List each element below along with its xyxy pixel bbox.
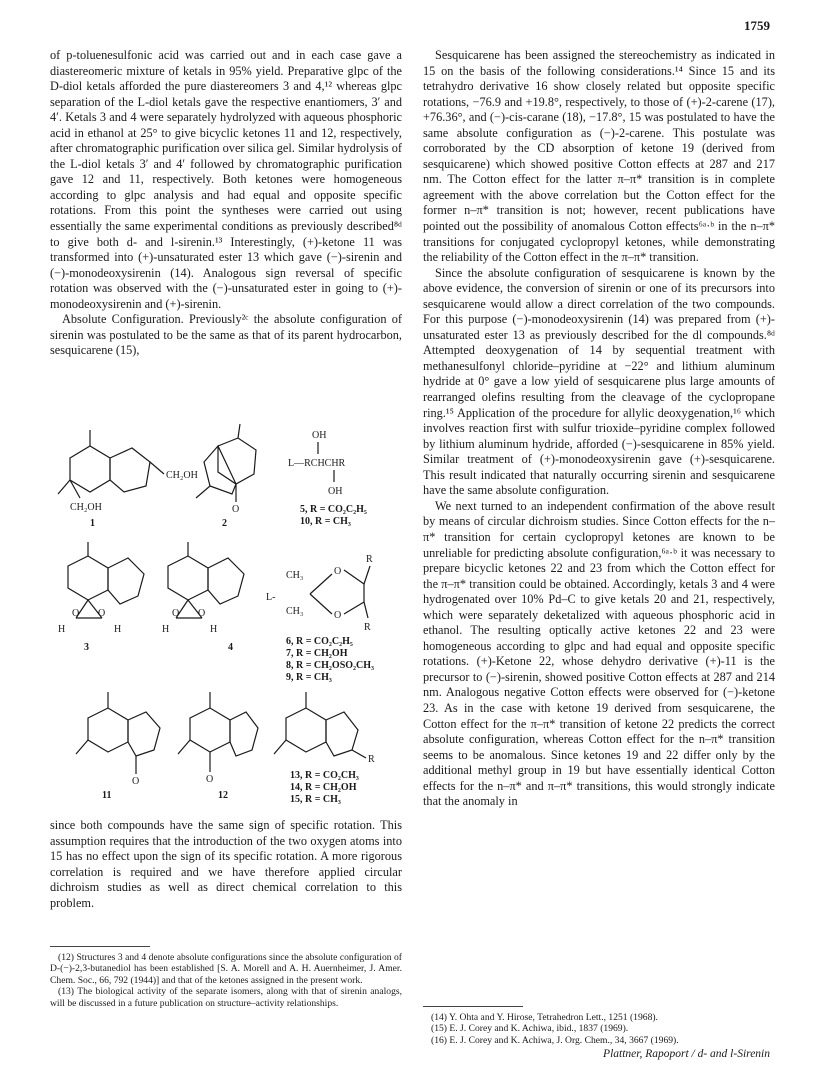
methyl-label: CH₃ [286,606,304,617]
footnote-14: (14) Y. Ohta and Y. Hirose, Tetrahedron Lett., 1251 (1968). [431,1012,658,1023]
structure-4 [162,542,244,653]
left-column-top-text [50,48,402,359]
oxygen-label: O [198,608,206,619]
right-column-text [423,48,775,810]
chemical-structures-figure [50,418,402,808]
paragraph-absolute-configuration: Absolute Configuration. Previously²ᶜ the absolute configuration of sirenin was postulated to be the same as that of its parent hydrocarbon, sesquicarene (15), [50,312,402,358]
compound-number: 11 [102,790,112,801]
oxygen-label: O [72,608,80,619]
structure-3 [58,542,144,653]
structure-11 [76,692,160,801]
r-group-label: R [366,554,373,565]
oxygen-label: O [232,504,240,515]
acetonide-r-definition: 9, R = CH₃ [286,672,332,683]
acetonide-r-definition: 6, R = CO₂C₂H₅ [286,636,353,647]
paragraph: Since the absolute configuration of sesquicarene is known by the above evidence, the conversion of sirenin or one of its precursors into sesquicarene would allow a direct correlation of the two compounds. For this purpose (−)-monodeoxysirenin (14) was prepared from (+)-unsaturated ester 13 as previously described for the dl compounds.⁸ᵈ Attempted deoxygenation of 14 by sequential treatment with methanesulfonyl chloride–pyridine at −22° and lithium aluminum hydride at 0° gave a low yield of sesquicarene plus large amounts of rearranged olefins resulting from the cleavage of the cyclopropane ring.¹⁵ Application of the procedure for allylic deoxygenation,¹⁶ which involves reaction first with sulfur trioxide–pyridine complex followed by lithium aluminum hydride, afforded (−)-sesquicarene in 85% yield. Similar treatment of (+)-monodeoxysirenin gave (+)-sesquicarene. This result indicated that naturally occurring sirenin and sesquicarene have the same absolute configuration. [423,265,775,498]
page-number: 1759 [744,18,770,33]
right-footnotes [423,1012,775,1046]
oxygen-label: O [132,776,140,787]
structure-acetonide [266,554,374,683]
compound-number: 3 [84,642,89,653]
oxygen-label: O [206,774,214,785]
oxygen-label: O [98,608,106,619]
paragraph: of p-toluenesulfonic acid was carried out and in each case gave a diastereomeric mixture of ketals in 95% yield. Preparative glpc of the D-diol ketals afforded the pure diastereomers 3 and 4,¹² whereas glpc separation of the L-diol ketals gave the respective enantiomers, 3′ and 4′. Ketals 3 and 4 were separately hydrolyzed with aqueous phosphoric acid in ethanol at 25° to give bicyclic ketones 11 and 12, respectively, after chromatographic purification over silica gel. Similar hydrolysis of the L-diol ketals 3′ and 4′ followed by chromatographic purification gave 12 and 11, respectively. Both ketones were homogeneous according to glpc analysis and had equal and opposite specific rotations. From this point the syntheses were carried out using essentially the same experimental conditions as previously described⁸ᵈ to give both d- and l-sirenin.¹³ Interestingly, (+)-ketone 11 was transformed into (+)-unsaturated ester 13 which gave (−)-sirenin and (−)-monodeoxysirenin (14). Analogous sign reversal of specific rotation was observed with the (−)-unsaturated ester in going to (+)-monodeoxysirenin and (+)-sirenin. [50,48,402,311]
hydrogen-label: H [58,624,66,635]
structure-2 [196,424,256,529]
hydrogen-label: H [114,624,122,635]
running-footer: Plattner, Rapoport / d- and l-Sirenin [603,1048,770,1060]
compound-number: 1 [90,518,95,529]
diol-r-definition: 5, R = CO₂C₂H₅ [300,504,367,515]
l-prefix: L- [266,592,276,603]
substituent-label: CH₂OH [70,502,102,513]
hydrogen-label: H [210,624,218,635]
compound-r-definition: 15, R = CH₃ [290,794,341,805]
paragraph: We next turned to an independent confirmation of the above result by means of circular dichroism studies. Since Cotton effects for the n–π* transition for certain cyclopropyl ketones are known to be unreliable for predicting absolute configuration,⁶ᵃ·ᵇ it was necessary to prepare bicyclic ketones 22 and 23 from which the Cotton effect for the π–π* transition could be obtained. Accordingly, ketals 3 and 4 were hydrogenated over 10% Pd–C to give ketals 20 and 21, respectively, which were separately deketalized with aqueous phosphoric acid in ethanol. The resulting optically active ketones 22 and 23 were homogeneous according to glpc and had equal and opposite specific rotations. (+)-Ketone 22, whose dehydro derivative (+)-11 is the precursor to (−)-sirenin, showed positive Cotton effects at 287 and 214 nm. Analogous negative Cotton effects were observed for (−)-ketone 23. As in the case with ketone 19 derived from sesquicarene, the Cotton effect for the π–π* transition of ketone 22 predicts the correct absolute configuration, whereas Cotton effect for the n–π* transition seems to be anomalous. Since ketones 19 and 22 differ only by the additional methyl group in 19 but have essentially identical Cotton effects for the n–π* and π–π* transitions, this would strongly indicate that the anomaly in [423,498,775,809]
r-group-label: R [368,754,375,765]
left-column-bottom-text [50,818,402,911]
paragraph: Sesquicarene has been assigned the stereochemistry as indicated in 15 on the basis of the following considerations.¹⁴ Since 15 and its tetrahydro derivative 16 show closely related but opposite specific rotations, −76.9 and +19.8°, respectively, to those of (+)-2-carene (17), +76.36°, and (−)-cis-carane (18), −17.8°, 15 was postulated to have the same absolute configuration as (−)-2-carene. This postulate was corroborated by the CD absorption of ketone 19 (derived from sesquicarene) which showed positive Cotton effects at 287 and 217 nm. The Cotton effect for the latter π–π* transition is in complete agreement with the above correlation but the Cotton effect for the former n–π* transition is not; however, recent publications have pointed out the possibility of anomalous Cotton effects⁶ᵃ·ᵇ in the n–π* transitions for conjugated cyclopropyl ketones, while demonstrating the reliability of the Cotton effect in the π–π* transition. [423,48,775,265]
oxygen-label: O [172,608,180,619]
footnote-15: (15) E. J. Corey and K. Achiwa, ibid., 1837 (1969). [431,1023,629,1035]
compound-r-definition: 13, R = CO₂CH₃ [290,770,359,781]
oxygen-label: O [334,566,342,577]
hydrogen-label: H [162,624,170,635]
structure-12 [178,692,258,801]
footnote-12: (12) Structures 3 and 4 denote absolute configurations since the absolute configuration of D-(−)-2,3-butanediol has been established [S. A. Morell and A. H. Auernheimer, J. Amer. Chem. Soc., 66, 792 (1944)] and that of the ketones assigned in the present work. [50,952,402,986]
compound-r-definition: 14, R = CH₂OH [290,782,357,793]
compound-number: 12 [218,790,228,801]
footnote-divider [50,946,150,947]
left-footnotes [50,952,402,1009]
footnote-16: (16) E. J. Corey and K. Achiwa, J. Org. Chem., 34, 3667 (1969). [431,1034,679,1046]
footnote-13: (13) The biological activity of the separate isomers, along with that of sirenin analogs, will be discussed in a future publication on structure–activity relationships. [50,986,402,1009]
footnote-divider [423,1006,523,1007]
structure-1 [58,430,198,529]
compound-number: 4 [228,642,233,653]
acetonide-r-definition: 7, R = CH₂OH [286,648,348,659]
compound-number: 2 [222,518,227,529]
r-group-label: R [364,622,371,633]
substituent-label: CH₂OH [166,470,198,481]
structure-diol [288,430,367,527]
diol-formula: L—RCHCHR [288,458,346,469]
methyl-label: CH₃ [286,570,304,581]
oxygen-label: O [334,610,342,621]
hydroxyl-label: OH [328,486,343,497]
diol-r-definition: 10, R = CH₃ [300,516,351,527]
hydroxyl-label: OH [312,430,327,441]
acetonide-r-definition: 8, R = CH₂OSO₂CH₃ [286,660,375,671]
structure-13-14-15 [274,692,375,805]
paragraph: since both compounds have the same sign of specific rotation. This assumption requires that the introduction of the two oxygen atoms into 15 has no effect upon the sign of its specific rotation. A more rigorous correlation is required and we have therefore applied circular dichroism studies as well as direct chemical correlation to this problem. [50,818,402,910]
